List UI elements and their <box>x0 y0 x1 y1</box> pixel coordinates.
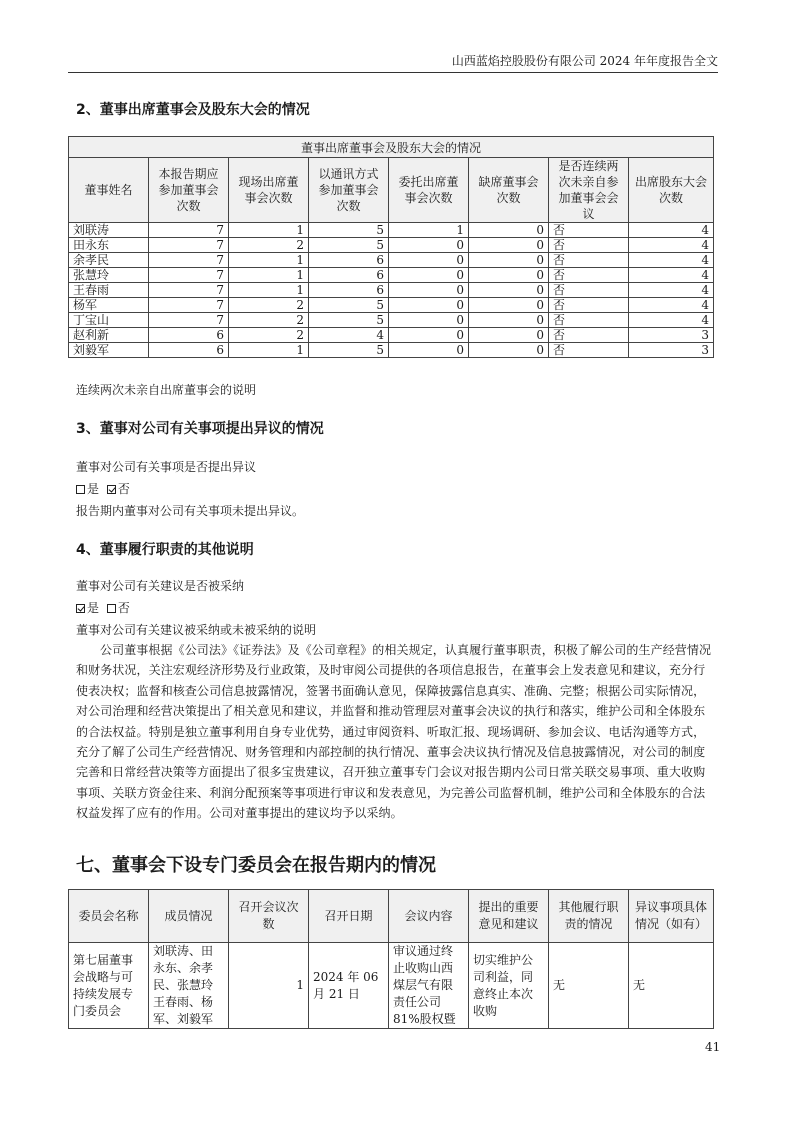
table2-cell: 审议通过终止收购山西煤层气有限责任公司 81%股权暨 <box>389 943 469 1029</box>
table1-cell: 王春雨 <box>69 283 149 298</box>
table1-cell: 否 <box>549 253 629 268</box>
table1-note: 连续两次未亲自出席董事会的说明 <box>76 383 257 397</box>
table1-cell: 5 <box>309 298 389 313</box>
table1-cell: 1 <box>229 223 309 238</box>
sec4-question: 董事对公司有关建议是否被采纳 <box>76 579 245 593</box>
table1-cell: 5 <box>309 343 389 358</box>
table2-cell: 切实维护公司利益，同意终止本次收购 <box>469 943 549 1029</box>
table2-header-2: 召开会议次数 <box>229 890 309 943</box>
checkbox-unchecked-icon <box>107 604 116 613</box>
table1-cell: 4 <box>629 268 714 283</box>
table1-cell: 1 <box>229 343 309 358</box>
table1-cell: 2 <box>229 298 309 313</box>
table2-header-3: 召开日期 <box>309 890 389 943</box>
table1-cell: 0 <box>469 268 549 283</box>
sec4-options <box>76 599 130 616</box>
table1-cell: 0 <box>469 343 549 358</box>
sec3-opt-no: 否 <box>117 482 130 496</box>
sec3-options <box>76 480 130 497</box>
table1-cell: 5 <box>309 238 389 253</box>
table1-cell: 0 <box>389 298 469 313</box>
table1-cell: 7 <box>149 223 229 238</box>
table-row <box>69 238 714 253</box>
table-row <box>69 313 714 328</box>
table1-cell: 7 <box>149 253 229 268</box>
table1-cell: 张慧玲 <box>69 268 149 283</box>
table2-cell: 第七届董事会战略与可持续发展专门委员会 <box>69 943 149 1029</box>
table1-cell: 否 <box>549 298 629 313</box>
table1-cell: 6 <box>149 343 229 358</box>
table1-cell: 否 <box>549 343 629 358</box>
checkbox-unchecked-icon <box>76 485 85 494</box>
table1-cell: 1 <box>229 253 309 268</box>
table1-cell: 7 <box>149 283 229 298</box>
header-title: 山西蓝焰控股股份有限公司 2024 年年度报告全文 <box>451 54 718 68</box>
table1-cell: 3 <box>629 328 714 343</box>
table1-cell: 6 <box>149 328 229 343</box>
table1-cell: 2 <box>229 313 309 328</box>
table1-cell: 0 <box>469 223 549 238</box>
table2-cell: 1 <box>229 943 309 1029</box>
table1-cell: 否 <box>549 283 629 298</box>
table1-cell: 7 <box>149 298 229 313</box>
table1-header-3: 以通讯方式参加董事会次数 <box>309 158 389 223</box>
sec4-explain-label: 董事对公司有关建议被采纳或未被采纳的说明 <box>76 623 317 637</box>
table2-header-6: 其他履行职责的情况 <box>549 890 629 943</box>
table1-cell: 否 <box>549 268 629 283</box>
table1-cell: 5 <box>309 223 389 238</box>
table1-cell: 1 <box>229 268 309 283</box>
table1-cell: 否 <box>549 313 629 328</box>
table1-cell: 4 <box>629 298 714 313</box>
page-number: 41 <box>705 1040 721 1054</box>
sec4-opt-yes: 是 <box>87 601 100 615</box>
table1-cell: 0 <box>389 238 469 253</box>
table1-cell: 4 <box>629 223 714 238</box>
table2-cell: 刘联涛、田永东、余孝民、张慧玲王春雨、杨军、刘毅军 <box>149 943 229 1029</box>
table-row <box>69 298 714 313</box>
table1-header-2: 现场出席董事会次数 <box>229 158 309 223</box>
sec3-answer: 报告期内董事对公司有关事项未提出异议。 <box>76 504 305 518</box>
table-row <box>69 223 714 238</box>
section-3-title: 3、董事对公司有关事项提出异议的情况 <box>76 421 324 437</box>
table1-cell: 0 <box>389 343 469 358</box>
table1-cell: 田永东 <box>69 238 149 253</box>
table-row <box>69 943 714 1029</box>
table1-cell: 2 <box>229 238 309 253</box>
table2-cell: 2024 年 06 月 21 日 <box>309 943 389 1029</box>
table1-cell: 0 <box>469 313 549 328</box>
table1-cell: 6 <box>309 283 389 298</box>
table1-cell: 4 <box>629 283 714 298</box>
table2-cell: 无 <box>549 943 629 1029</box>
table1-cell: 6 <box>309 268 389 283</box>
table1-cell: 4 <box>629 313 714 328</box>
table1-cell: 7 <box>149 268 229 283</box>
sec3-question: 董事对公司有关事项是否提出异议 <box>76 460 257 474</box>
section-4-title: 4、董事履行职责的其他说明 <box>76 542 254 558</box>
table1-cell: 0 <box>469 238 549 253</box>
table1-cell: 4 <box>629 238 714 253</box>
table1-header-5: 缺席董事会次数 <box>469 158 549 223</box>
table1-cell: 0 <box>469 283 549 298</box>
board-attendance-table <box>68 136 714 358</box>
table1-cell: 1 <box>389 223 469 238</box>
table1-cell: 6 <box>309 253 389 268</box>
checkbox-checked-icon <box>76 604 85 613</box>
table-row <box>69 343 714 358</box>
table-row <box>69 253 714 268</box>
table1-cell: 0 <box>389 328 469 343</box>
table1-cell: 余孝民 <box>69 253 149 268</box>
sec3-opt-yes: 是 <box>87 482 100 496</box>
table1-cell: 7 <box>149 238 229 253</box>
table-row <box>69 328 714 343</box>
table1-header-7: 出席股东大会次数 <box>629 158 714 223</box>
table1-header-6: 是否连续两次未亲自参加董事会会议 <box>549 158 629 223</box>
page-header <box>68 52 718 73</box>
sec4-paragraph: 公司董事根据《公司法》《证券法》及《公司章程》的相关规定，认真履行董事职责，积极了解公司的生产经营情况和财务状况，关注宏观经济形势及行业政策，及时审阅公司提供的各项信息报告，在董事会上发表意见和建议，充分行使表决权；监督和核查公司信息披露情况，签署书面确认意见，保障披露信息真实、准确、完整；根据公司实际情况，对公司治理和经营决策提出了相关意见和建议，并监督和推动管理层对董事会决议的执行和落实，维护公司和全体股东的合法权益。特别是独立董事利用自身专业优势，通过审阅资料、听取汇报、现场调研、参加会议、电话沟通等方式，充分了解了公司生产经营情况、财务管理和内部控制的执行情况、董事会决议执行情况及信息披露情况，对公司的制度完善和日常经营决策等方面提出了很多宝贵建议，召开独立董事专门会议对报告期内公司日常关联交易事项、重大收购事项、关联方资金往来、利润分配预案等事项进行审议和发表意见，为完善公司监督机制，维护公司和全体股东的合法权益发挥了应有的作用。公司对董事提出的建议均予以采纳。 <box>76 643 712 821</box>
table1-cell: 赵利新 <box>69 328 149 343</box>
table1-cell: 0 <box>469 253 549 268</box>
table1-cell: 刘联涛 <box>69 223 149 238</box>
table1-cell: 丁宝山 <box>69 313 149 328</box>
table1-header-0: 董事姓名 <box>69 158 149 223</box>
table-row <box>69 268 714 283</box>
committee-table <box>68 889 714 1029</box>
table1-cell: 0 <box>389 283 469 298</box>
table-row <box>69 283 714 298</box>
table1-cell: 1 <box>229 283 309 298</box>
table1-cell: 7 <box>149 313 229 328</box>
table1-cell: 0 <box>389 313 469 328</box>
table2-cell: 无 <box>629 943 714 1029</box>
table1-cell: 4 <box>629 253 714 268</box>
table1-caption: 董事出席董事会及股东大会的情况 <box>69 137 714 158</box>
table2-header-0: 委员会名称 <box>69 890 149 943</box>
table1-cell: 刘毅军 <box>69 343 149 358</box>
table2-header-1: 成员情况 <box>149 890 229 943</box>
section-2-title: 2、董事出席董事会及股东大会的情况 <box>76 102 310 118</box>
table1-cell: 杨军 <box>69 298 149 313</box>
table1-cell: 0 <box>469 328 549 343</box>
table2-header-4: 会议内容 <box>389 890 469 943</box>
table2-header-7: 异议事项具体情况（如有） <box>629 890 714 943</box>
table1-cell: 否 <box>549 328 629 343</box>
table1-header-4: 委托出席董事会次数 <box>389 158 469 223</box>
table1-cell: 0 <box>469 298 549 313</box>
table1-header-1: 本报告期应参加董事会次数 <box>149 158 229 223</box>
table1-cell: 3 <box>629 343 714 358</box>
table1-cell: 0 <box>389 253 469 268</box>
table1-cell: 否 <box>549 238 629 253</box>
table1-cell: 5 <box>309 313 389 328</box>
table2-header-5: 提出的重要意见和建议 <box>469 890 549 943</box>
table1-cell: 否 <box>549 223 629 238</box>
table1-cell: 4 <box>309 328 389 343</box>
sec4-opt-no: 否 <box>117 601 130 615</box>
checkbox-checked-icon <box>107 485 116 494</box>
section-7-title: 七、董事会下设专门委员会在报告期内的情况 <box>76 855 436 876</box>
table1-cell: 2 <box>229 328 309 343</box>
table1-cell: 0 <box>389 268 469 283</box>
